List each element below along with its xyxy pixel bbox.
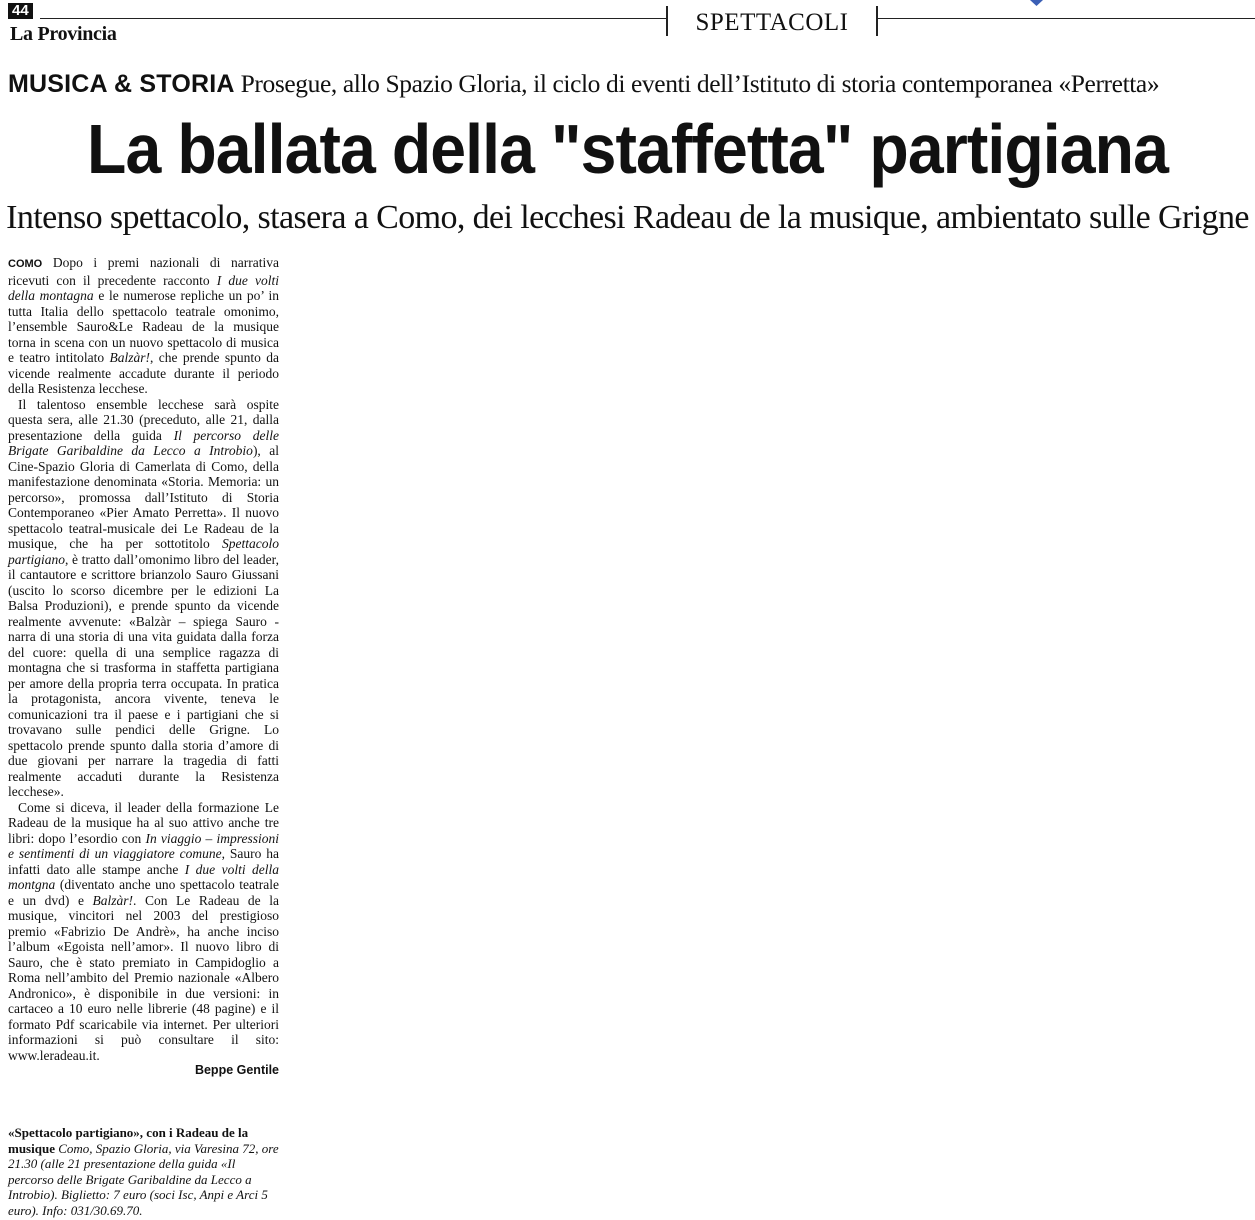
article-body — [8, 255, 279, 1078]
article-paragraph: COMO Dopo i premi nazionali di narrativa ricevuti con il precedente racconto I due volti della montagna e le numerose repliche un po’ in tutta Italia dello spettacolo teatrale omonimo, l’ensemble Sauro&Le Radeau de la musique torna in scena con un nuovo spettacolo di musica e teatro intitolato Balzàr!, che prende spunto da vicende realmente accadute durante il periodo della Resistenza lecchese. — [8, 255, 280, 396]
section-divider-right — [876, 6, 878, 36]
byline: Beppe Gentile — [194, 1063, 279, 1077]
dateline: COMO — [8, 258, 43, 270]
event-title: «Spettacolo partigiano», con i Radeau de la musique — [8, 1125, 249, 1156]
event-info-box — [8, 1125, 279, 1218]
article-paragraph: Come si diceva, il leader della formazione Le Radeau de la musique ha al suo attivo anche tre libri: dopo l’esordio con In viaggio – impressioni e sentimenti di un viaggiatore comune, Sauro ha infatti dato alle stampe anche I due volti della montgna (diventato anche uno spettacolo teatrale e un dvd) e Balzàr!. Con Le Radeau de la musique, vincitori nel 2003 del prestigioso premio «Fabrizio De Andrè», ha anche inciso l’album «Egoista nell’amor». Il nuovo libro di Sauro, che è stato premiato in Campidoglio a Roma nell’ambito del Premio nazionale «Albero Andronico», è disponibile in due versioni: in cartaceo a 10 euro nelle librerie (48 pagine) e il formato Pdf scaricabile via internet. Per ulteriori informazioni si può consultare il sito: www.leradeau.it. — [8, 799, 279, 1063]
event-details: Como, Spazio Gloria, via Varesina 72, ore 21.30 (alle 21 presentazione della guida «Il percorso delle Brigate Garibaldine da Lecco a Introbio). Biglietto: 7 euro (soci Isc, Anpi e Arci 5 euro). Info: 031/30.69.70. — [8, 1140, 279, 1218]
kicker — [8, 68, 1255, 100]
section-label: SPETTACOLI — [695, 9, 849, 36]
kicker-tag: MUSICA & STORIA — [8, 70, 235, 98]
header-rule-left — [40, 18, 666, 19]
masthead: La Provincia — [10, 23, 117, 45]
page-number: 44 — [8, 3, 33, 19]
header-rule-right — [878, 18, 1255, 19]
kicker-text: Prosegue, allo Spazio Gloria, il ciclo di eventi dell’Istituto di storia contemporanea «Perretta» — [240, 69, 1160, 98]
article-paragraph: Il talentoso ensemble lecchese sarà ospite questa sera, alle 21.30 (preceduto, alle 21, dalla presentazione della guida Il percorso delle Brigate Garibaldine da Lecco a Introbio), al Cine-Spazio Gloria di Camerlata di Como, della manifestazione denominata «Storia. Memoria: un percorso», promossa dall’Istituto di Storia Contemporaneo «Pier Amato Perretta». Il nuovo spettacolo teatral-musicale dei Le Radeau de la musique, che ha per sottotitolo Spettacolo partigiano, è tratto dall’omonimo libro del leader, il cantautore e scrittore brianzolo Sauro Giussani (uscito lo scorso dicembre per le edizioni La Balsa Produzioni), e prende spunto da vicende realmente avvenute: «Balzàr – spiega Sauro - narra di una storia di una vita guidata dalla forza del cuore: quella di una semplice ragazza di montagna che si trasforma in staffetta partigiana per amore della propria terra occupata. In pratica la protagonista, ancora vivente, teneva le comunicazioni tra il paese e i partigiani che si trovavano sulle pendici delle Grigne. Lo spettacolo prende spunto dalla storia d’amore di due giovani per narrare la tragedia di fatti realmente accaduti durante la Resistenza lecchese». — [8, 396, 279, 799]
headline: La ballata della "staffetta" partigiana — [87, 110, 1168, 188]
subheadline: Intenso spettacolo, stasera a Como, dei lecchesi Radeau de la musique, ambientato sulle Grigne — [6, 199, 1249, 236]
corner-marker-icon — [1030, 0, 1043, 6]
